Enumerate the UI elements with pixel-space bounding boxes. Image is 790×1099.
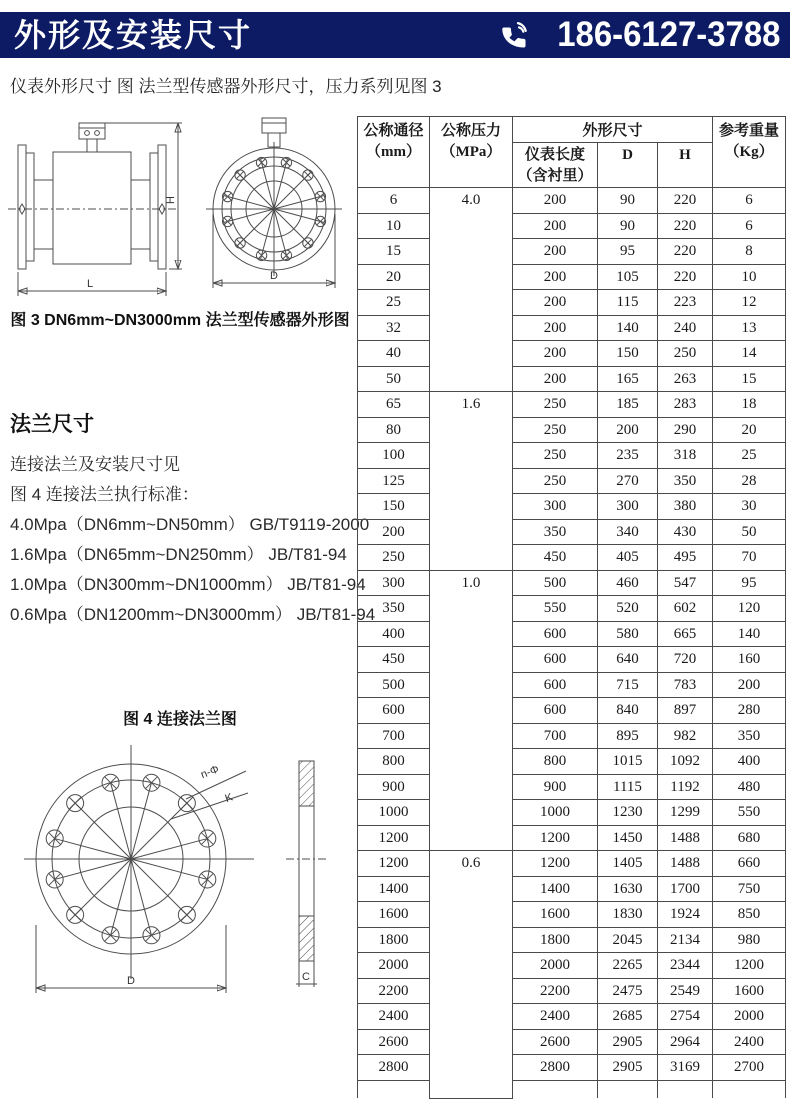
cell-h: 665 <box>658 621 713 647</box>
cell-h: 283 <box>658 392 713 418</box>
table-row <box>358 825 786 851</box>
table-row <box>358 647 786 673</box>
cell-empty <box>658 1080 713 1098</box>
cell-d: 715 <box>598 672 658 698</box>
flange-section-view <box>286 761 328 987</box>
cell-weight: 1600 <box>713 978 786 1004</box>
cell-dn: 1600 <box>358 902 430 928</box>
cell-length: 1200 <box>513 851 598 877</box>
cell-length: 500 <box>513 570 598 596</box>
table-row-clipped <box>358 1080 786 1098</box>
cell-d: 150 <box>598 341 658 367</box>
cell-dn: 1000 <box>358 800 430 826</box>
dim-label-D2: D <box>127 975 135 987</box>
table-row <box>358 723 786 749</box>
cell-weight: 160 <box>713 647 786 673</box>
table-row <box>358 366 786 392</box>
cell-d: 1630 <box>598 876 658 902</box>
table-row <box>358 978 786 1004</box>
figure3-block <box>6 112 354 330</box>
cell-h: 1924 <box>658 902 713 928</box>
cell-weight: 15 <box>713 366 786 392</box>
dimension-table <box>357 116 786 1099</box>
cell-dn: 1400 <box>358 876 430 902</box>
cell-length: 250 <box>513 392 598 418</box>
dim-label-D: D <box>270 270 278 282</box>
flange-front-view <box>24 745 254 993</box>
cell-weight: 13 <box>713 315 786 341</box>
cell-d: 2905 <box>598 1029 658 1055</box>
cell-d: 580 <box>598 621 658 647</box>
cell-dn: 800 <box>358 749 430 775</box>
cell-length: 800 <box>513 749 598 775</box>
cell-d: 520 <box>598 596 658 622</box>
cell-d: 1230 <box>598 800 658 826</box>
cell-d: 185 <box>598 392 658 418</box>
cell-d: 2265 <box>598 953 658 979</box>
cell-weight: 550 <box>713 800 786 826</box>
phone-icon <box>495 16 533 54</box>
figure4-drawing <box>6 735 354 1013</box>
cell-weight: 1200 <box>713 953 786 979</box>
cell-h: 602 <box>658 596 713 622</box>
cell-pressure: 1.0 <box>430 570 513 851</box>
cell-length: 250 <box>513 468 598 494</box>
col-header-d: D <box>598 143 658 188</box>
col-header-pressure-line1: 公称压力 <box>440 123 501 139</box>
cell-weight: 680 <box>713 825 786 851</box>
col-header-dn <box>358 117 430 188</box>
cell-pressure: 1.6 <box>430 392 513 571</box>
dimension-table-body <box>358 188 786 1099</box>
cell-d: 2475 <box>598 978 658 1004</box>
cell-h: 350 <box>658 468 713 494</box>
cell-weight: 280 <box>713 698 786 724</box>
table-row <box>358 519 786 545</box>
table-row <box>358 800 786 826</box>
cell-dn: 25 <box>358 290 430 316</box>
cell-dn: 900 <box>358 774 430 800</box>
cell-h: 1192 <box>658 774 713 800</box>
cell-dn: 32 <box>358 315 430 341</box>
cell-length: 550 <box>513 596 598 622</box>
cell-length: 600 <box>513 698 598 724</box>
cell-h: 220 <box>658 188 713 214</box>
flange-text-line: 0.6Mpa（DN1200mm~DN3000mm） JB/T81-94 <box>10 605 376 624</box>
cell-weight: 200 <box>713 672 786 698</box>
cell-d: 165 <box>598 366 658 392</box>
cell-h: 1299 <box>658 800 713 826</box>
cell-d: 115 <box>598 290 658 316</box>
cell-weight: 6 <box>713 213 786 239</box>
cell-length: 350 <box>513 519 598 545</box>
cell-weight: 120 <box>713 596 786 622</box>
cell-d: 840 <box>598 698 658 724</box>
table-row <box>358 1055 786 1081</box>
cell-d: 1115 <box>598 774 658 800</box>
cell-dn: 600 <box>358 698 430 724</box>
col-header-weight-line1: 参考重量 <box>719 123 780 139</box>
cell-d: 640 <box>598 647 658 673</box>
cell-weight: 660 <box>713 851 786 877</box>
cell-dn: 2600 <box>358 1029 430 1055</box>
cell-weight: 10 <box>713 264 786 290</box>
table-row <box>358 545 786 571</box>
cell-dn: 100 <box>358 443 430 469</box>
cell-d: 105 <box>598 264 658 290</box>
cell-d: 95 <box>598 239 658 265</box>
cell-weight: 50 <box>713 519 786 545</box>
cell-d: 235 <box>598 443 658 469</box>
table-row <box>358 596 786 622</box>
table-row <box>358 443 786 469</box>
table-row <box>358 315 786 341</box>
col-header-length-line1: 仪表长度 <box>524 147 585 163</box>
cell-h: 783 <box>658 672 713 698</box>
cell-empty <box>358 1080 430 1098</box>
cell-d: 140 <box>598 315 658 341</box>
cell-dn: 15 <box>358 239 430 265</box>
col-header-length-line2: （含衬里） <box>517 168 593 184</box>
cell-length: 200 <box>513 264 598 290</box>
cell-length: 200 <box>513 188 598 214</box>
flange-size-heading: 法兰尺寸 <box>10 413 94 436</box>
phone-contact <box>495 15 780 55</box>
cell-h: 720 <box>658 647 713 673</box>
cell-d: 460 <box>598 570 658 596</box>
table-row <box>358 953 786 979</box>
cell-dn: 350 <box>358 596 430 622</box>
cell-length: 450 <box>513 545 598 571</box>
table-row <box>358 239 786 265</box>
cell-length: 1600 <box>513 902 598 928</box>
cell-weight: 70 <box>713 545 786 571</box>
cell-weight: 2000 <box>713 1004 786 1030</box>
cell-dn: 2200 <box>358 978 430 1004</box>
cell-dn: 200 <box>358 519 430 545</box>
cell-length: 600 <box>513 621 598 647</box>
table-row <box>358 468 786 494</box>
cell-dn: 10 <box>358 213 430 239</box>
cell-dn: 450 <box>358 647 430 673</box>
cell-dn: 250 <box>358 545 430 571</box>
table-row <box>358 621 786 647</box>
cell-weight: 28 <box>713 468 786 494</box>
cell-d: 200 <box>598 417 658 443</box>
table-row <box>358 341 786 367</box>
dim-label-L: L <box>86 278 94 290</box>
cell-length: 2800 <box>513 1055 598 1081</box>
flange-text-line: 1.0Mpa（DN300mm~DN1000mm） JB/T81-94 <box>10 575 366 594</box>
cell-h: 1700 <box>658 876 713 902</box>
cell-length: 200 <box>513 366 598 392</box>
cell-weight: 30 <box>713 494 786 520</box>
cell-length: 1200 <box>513 825 598 851</box>
cell-h: 430 <box>658 519 713 545</box>
cell-weight: 14 <box>713 341 786 367</box>
cell-d: 2685 <box>598 1004 658 1030</box>
table-row <box>358 851 786 877</box>
figure3-drawing <box>6 112 354 304</box>
cell-h: 2134 <box>658 927 713 953</box>
cell-h: 263 <box>658 366 713 392</box>
cell-d: 90 <box>598 188 658 214</box>
cell-length: 900 <box>513 774 598 800</box>
cell-length: 200 <box>513 290 598 316</box>
table-row <box>358 188 786 214</box>
header-banner <box>0 12 790 58</box>
cell-h: 547 <box>658 570 713 596</box>
table-row <box>358 927 786 953</box>
cell-weight: 25 <box>713 443 786 469</box>
cell-d: 2045 <box>598 927 658 953</box>
cell-dn: 1200 <box>358 851 430 877</box>
cell-d: 90 <box>598 213 658 239</box>
cell-weight: 12 <box>713 290 786 316</box>
cell-d: 300 <box>598 494 658 520</box>
table-row <box>358 876 786 902</box>
cell-dn: 6 <box>358 188 430 214</box>
cell-h: 982 <box>658 723 713 749</box>
cell-weight: 95 <box>713 570 786 596</box>
sensor-front-view <box>206 118 342 288</box>
table-row <box>358 1004 786 1030</box>
cell-h: 2754 <box>658 1004 713 1030</box>
cell-length: 200 <box>513 315 598 341</box>
dim-label-C: C <box>302 971 310 983</box>
table-row <box>358 213 786 239</box>
cell-d: 1830 <box>598 902 658 928</box>
cell-length: 1800 <box>513 927 598 953</box>
cell-length: 2000 <box>513 953 598 979</box>
table-row <box>358 774 786 800</box>
cell-weight: 18 <box>713 392 786 418</box>
cell-weight: 980 <box>713 927 786 953</box>
cell-d: 895 <box>598 723 658 749</box>
table-row <box>358 494 786 520</box>
cell-length: 300 <box>513 494 598 520</box>
cell-h: 1488 <box>658 851 713 877</box>
cell-dn: 50 <box>358 366 430 392</box>
cell-pressure: 4.0 <box>430 188 513 392</box>
cell-h: 380 <box>658 494 713 520</box>
cell-dn: 1200 <box>358 825 430 851</box>
page-title: 外形及安装尺寸 <box>14 17 253 53</box>
cell-d: 1450 <box>598 825 658 851</box>
cell-h: 290 <box>658 417 713 443</box>
cell-length: 2600 <box>513 1029 598 1055</box>
table-row <box>358 570 786 596</box>
cell-length: 200 <box>513 341 598 367</box>
cell-weight: 20 <box>713 417 786 443</box>
cell-d: 2905 <box>598 1055 658 1081</box>
cell-h: 495 <box>658 545 713 571</box>
cell-dn: 300 <box>358 570 430 596</box>
cell-weight: 850 <box>713 902 786 928</box>
flange-text-line: 连接法兰及安装尺寸见 <box>10 455 180 474</box>
sensor-side-view <box>8 123 182 296</box>
flange-size-section <box>10 408 376 630</box>
cell-dn: 1800 <box>358 927 430 953</box>
cell-dn: 65 <box>358 392 430 418</box>
cell-length: 1400 <box>513 876 598 902</box>
cell-length: 250 <box>513 417 598 443</box>
cell-weight: 750 <box>713 876 786 902</box>
col-header-length <box>513 143 598 188</box>
cell-weight: 350 <box>713 723 786 749</box>
col-header-pressure-line2: （MPa） <box>440 144 502 160</box>
phone-number: 186-6127-3788 <box>556 15 780 54</box>
cell-h: 318 <box>658 443 713 469</box>
cell-empty <box>513 1080 598 1098</box>
cell-h: 220 <box>658 239 713 265</box>
figure3-caption: 图 3 DN6mm~DN3000mm 法兰型传感器外形图 <box>10 312 350 329</box>
cell-d: 270 <box>598 468 658 494</box>
table-row <box>358 1029 786 1055</box>
figure4-caption: 图 4 连接法兰图 <box>123 711 237 728</box>
cell-length: 200 <box>513 213 598 239</box>
col-header-outline: 外形尺寸 <box>513 117 713 143</box>
cell-weight: 2400 <box>713 1029 786 1055</box>
col-header-pressure <box>430 117 513 188</box>
cell-dn: 80 <box>358 417 430 443</box>
cell-weight: 480 <box>713 774 786 800</box>
cell-dn: 125 <box>358 468 430 494</box>
cell-h: 220 <box>658 264 713 290</box>
flange-text-line: 图 4 连接法兰执行标准： <box>10 485 199 504</box>
cell-d: 1015 <box>598 749 658 775</box>
dim-label-K: K <box>223 791 235 806</box>
table-row <box>358 264 786 290</box>
col-header-weight <box>713 117 786 188</box>
cell-h: 250 <box>658 341 713 367</box>
cell-dn: 20 <box>358 264 430 290</box>
col-header-h: H <box>658 143 713 188</box>
dim-label-n-phi: n-Φ <box>199 763 221 782</box>
cell-empty <box>598 1080 658 1098</box>
cell-h: 2964 <box>658 1029 713 1055</box>
table-row <box>358 902 786 928</box>
cell-h: 897 <box>658 698 713 724</box>
cell-weight: 6 <box>713 188 786 214</box>
dim-label-H: H <box>165 196 177 204</box>
cell-length: 700 <box>513 723 598 749</box>
cell-length: 600 <box>513 672 598 698</box>
cell-h: 220 <box>658 213 713 239</box>
col-header-dn-line2: （mm） <box>366 144 421 160</box>
cell-h: 223 <box>658 290 713 316</box>
cell-length: 2200 <box>513 978 598 1004</box>
cell-d: 405 <box>598 545 658 571</box>
cell-pressure: 0.6 <box>430 851 513 1099</box>
cell-dn: 500 <box>358 672 430 698</box>
cell-dn: 2400 <box>358 1004 430 1030</box>
cell-dn: 40 <box>358 341 430 367</box>
cell-empty <box>713 1080 786 1098</box>
cell-dn: 700 <box>358 723 430 749</box>
cell-dn: 400 <box>358 621 430 647</box>
cell-dn: 150 <box>358 494 430 520</box>
cell-length: 1000 <box>513 800 598 826</box>
cell-h: 1488 <box>658 825 713 851</box>
cell-d: 1405 <box>598 851 658 877</box>
cell-weight: 2700 <box>713 1055 786 1081</box>
cell-length: 600 <box>513 647 598 673</box>
cell-length: 2400 <box>513 1004 598 1030</box>
table-row <box>358 672 786 698</box>
table-row <box>358 392 786 418</box>
col-header-weight-line2: （Kg） <box>724 144 774 160</box>
cell-weight: 140 <box>713 621 786 647</box>
cell-length: 200 <box>513 239 598 265</box>
col-header-dn-line1: 公称通径 <box>363 123 424 139</box>
cell-h: 2549 <box>658 978 713 1004</box>
cell-d: 340 <box>598 519 658 545</box>
table-row <box>358 749 786 775</box>
flange-text-line: 1.6Mpa（DN65mm~DN250mm） JB/T81-94 <box>10 545 347 564</box>
cell-h: 240 <box>658 315 713 341</box>
cell-h: 2344 <box>658 953 713 979</box>
cell-h: 1092 <box>658 749 713 775</box>
table-row <box>358 698 786 724</box>
cell-dn: 2000 <box>358 953 430 979</box>
cell-weight: 8 <box>713 239 786 265</box>
cell-weight: 400 <box>713 749 786 775</box>
cell-length: 250 <box>513 443 598 469</box>
table-row <box>358 290 786 316</box>
table-row <box>358 417 786 443</box>
cell-h: 3169 <box>658 1055 713 1081</box>
dimension-table-wrap <box>357 116 785 1099</box>
flange-text-line: 4.0Mpa（DN6mm~DN50mm） GB/T9119-2000 <box>10 515 370 534</box>
figure4-block <box>6 706 354 1013</box>
section-subtitle: 仪表外形尺寸 图 法兰型传感器外形尺寸，压力系列见图 3 <box>10 77 442 96</box>
cell-dn: 2800 <box>358 1055 430 1081</box>
